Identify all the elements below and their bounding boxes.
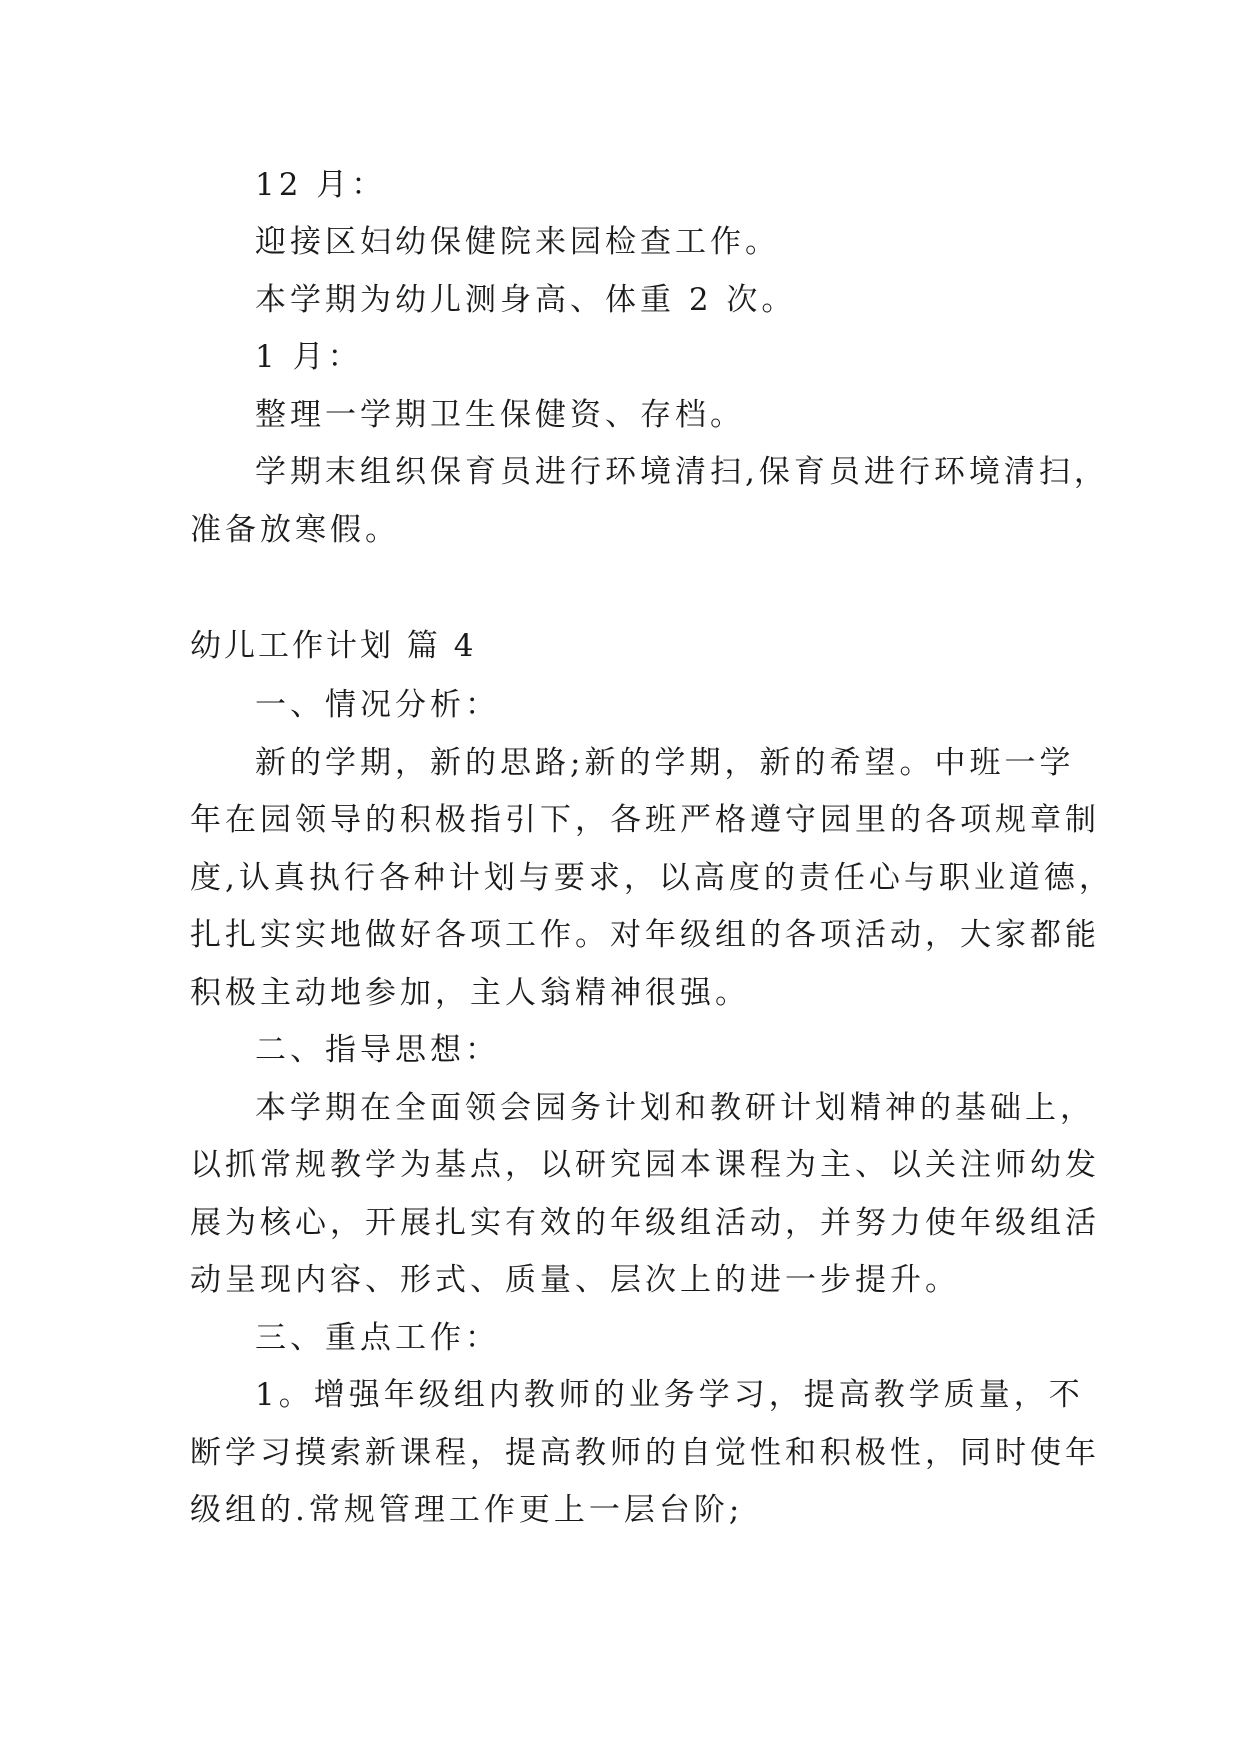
- subheading-guiding-ideology: 二、指导思想：: [255, 1032, 500, 1068]
- month-heading-december: 12 月：: [255, 167, 387, 203]
- paragraph-line: 本学期为幼儿测身高、体重 2 次。: [255, 282, 797, 318]
- paragraph-line: 扎扎实实地做好各项工作。对年级组的各项活动，大家都能: [190, 917, 1100, 953]
- paragraph-line: 新的学期，新的思路;新的学期，新的希望。中班一学: [255, 745, 1075, 781]
- paragraph-line: 级组的.常规管理工作更上一层台阶;: [190, 1492, 744, 1528]
- paragraph-line: 学期末组织保育员进行环境清扫,保育员进行环境清扫，: [255, 454, 1109, 490]
- paragraph-line: 迎接区妇幼保健院来园检查工作。: [255, 224, 780, 260]
- paragraph-line: 度,认真执行各种计划与要求，以高度的责任心与职业道德，: [190, 860, 1114, 896]
- paragraph-line: 展为核心，开展扎实有效的年级组活动，并努力使年级组活: [190, 1205, 1100, 1241]
- month-heading-january: 1 月：: [255, 339, 363, 375]
- paragraph-line: 整理一学期卫生保健资、存档。: [255, 397, 745, 433]
- section-title: 幼儿工作计划 篇 4: [190, 628, 477, 664]
- paragraph-line: 动呈现内容、形式、质量、层次上的进一步提升。: [190, 1262, 960, 1298]
- paragraph-line: 积极主动地参加，主人翁精神很强。: [190, 975, 750, 1011]
- subheading-key-work: 三、重点工作：: [255, 1320, 500, 1356]
- paragraph-line: 准备放寒假。: [190, 512, 400, 548]
- paragraph-line: 1。增强年级组内教师的业务学习，提高教学质量，不: [255, 1377, 1084, 1413]
- subheading-situation-analysis: 一、情况分析：: [255, 687, 500, 723]
- paragraph-line: 年在园领导的积极指引下，各班严格遵守园里的各项规章制: [190, 802, 1100, 838]
- paragraph-line: 断学习摸索新课程，提高教师的自觉性和积极性，同时使年: [190, 1435, 1100, 1471]
- paragraph-line: 以抓常规教学为基点，以研究园本课程为主、以关注师幼发: [190, 1147, 1100, 1183]
- paragraph-line: 本学期在全面领会园务计划和教研计划精神的基础上，: [255, 1090, 1095, 1126]
